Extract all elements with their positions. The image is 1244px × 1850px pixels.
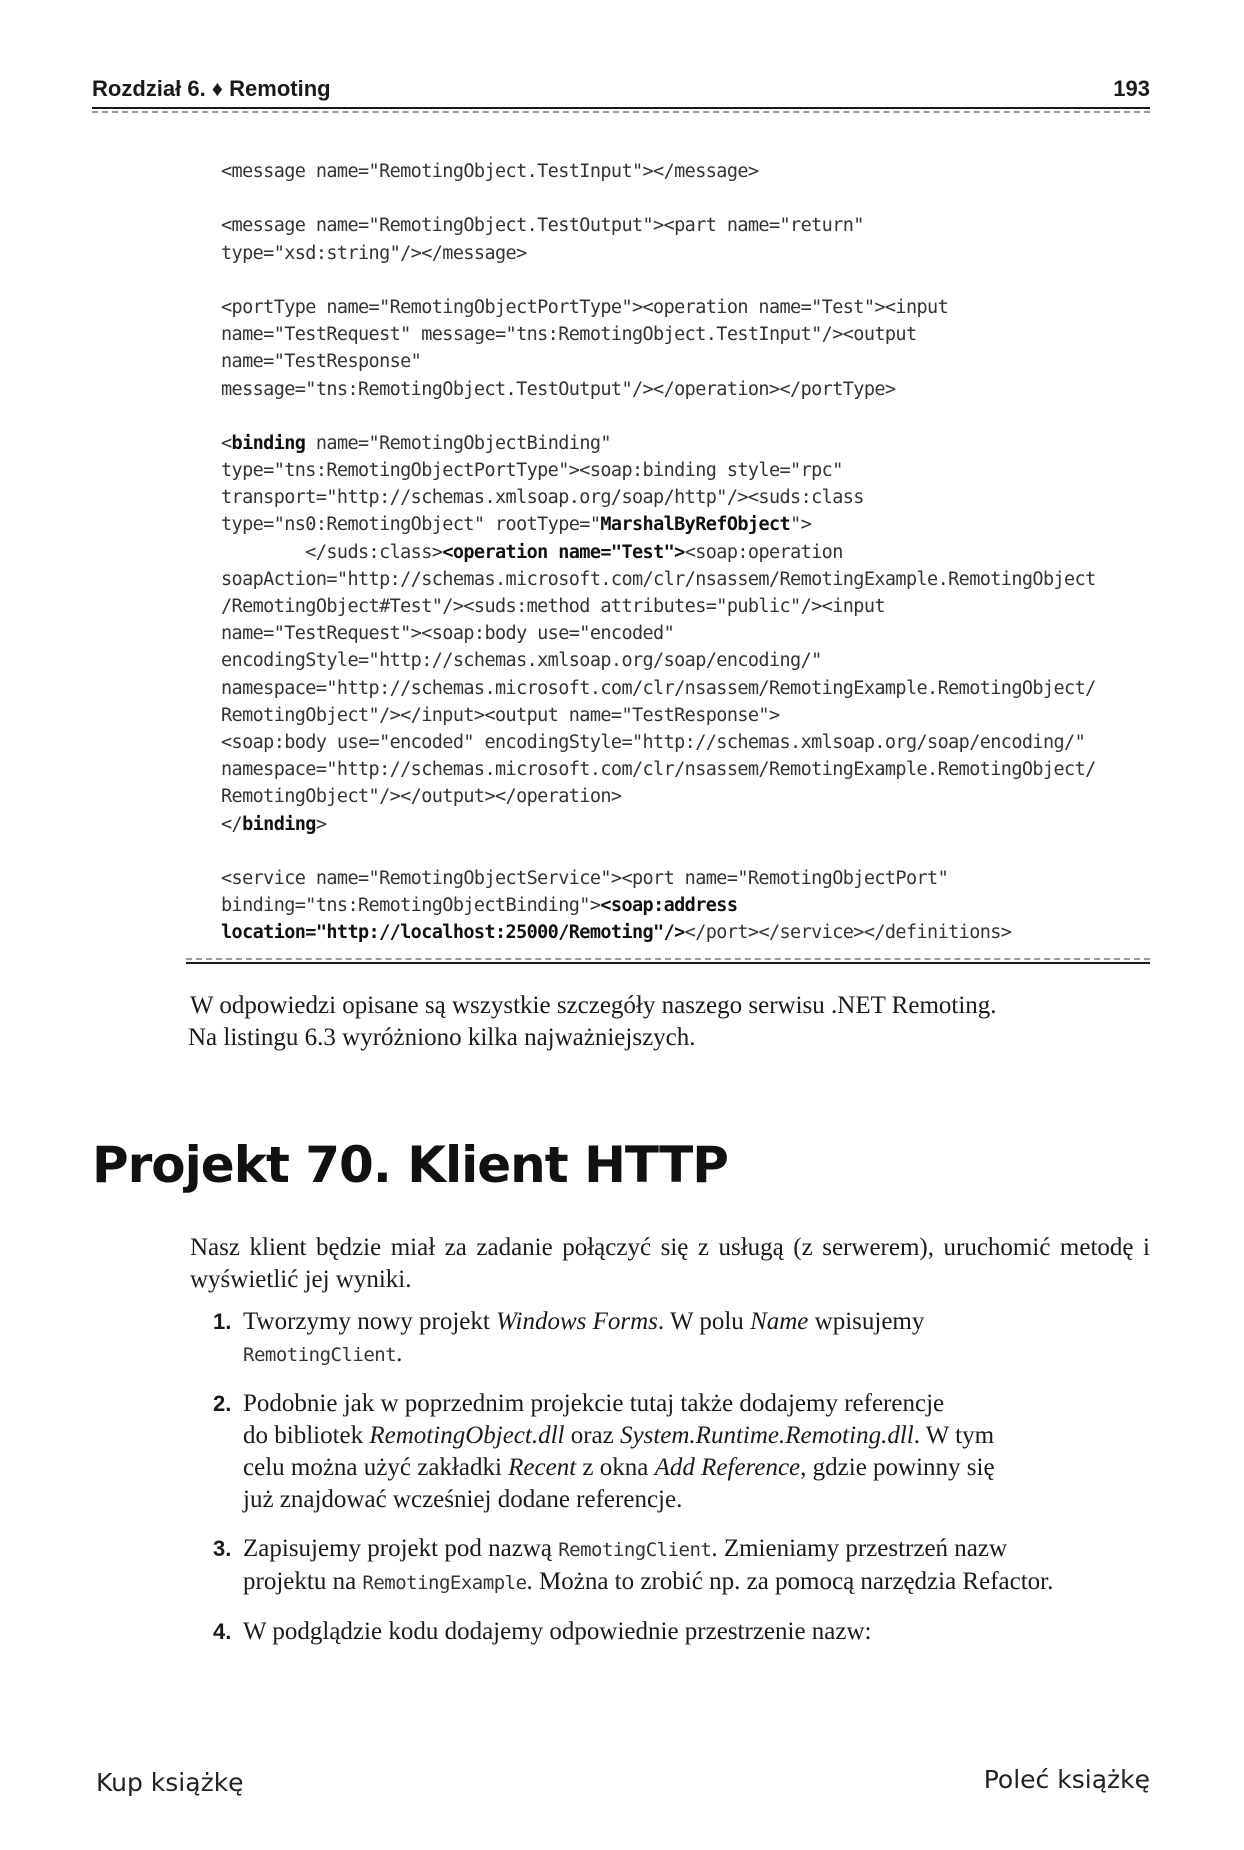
code-segment: <message name="RemotingObject.TestInput"></message> <box>221 161 759 182</box>
step-number: 1. <box>213 1309 232 1334</box>
code-identifier: RemotingClient <box>558 1539 712 1561</box>
step-text: . W tym <box>913 1422 995 1449</box>
code-blank-line <box>221 267 1161 294</box>
code-segment: message="tns:RemotingObject.TestOutput"/></operation></portType> <box>221 378 896 400</box>
code-segment: type="ns0:RemotingObject" rootType=" <box>221 514 601 536</box>
code-line <box>221 756 1161 783</box>
step-line <box>243 1422 994 1449</box>
code-line <box>221 783 1161 810</box>
step-number: 4. <box>213 1619 232 1644</box>
code-segment: name="TestRequest" message="tns:RemotingObject.TestInput"/><output <box>221 324 917 346</box>
code-blank-line <box>221 838 1161 865</box>
step-line <box>243 1535 1007 1562</box>
code-segment: <service name="RemotingObjectService"><port name="RemotingObjectPort" <box>221 867 949 889</box>
code-segment: <portType name="RemotingObjectPortType"><operation name="Test"><input <box>221 296 949 318</box>
code-bold-segment: <soap:address <box>600 895 738 917</box>
code-bold-segment: MarshalByRefObject <box>600 514 791 536</box>
code-line <box>221 539 1161 566</box>
list-item <box>213 1616 1153 1648</box>
code-identifier: RemotingExample <box>362 1572 527 1594</box>
code-line <box>221 321 1161 348</box>
code-segment: <message name="RemotingObject.TestOutput"><part name="return" <box>221 215 864 237</box>
step-text: . Można to zrobić np. za pomocą narzędzia Refactor. <box>526 1568 1054 1595</box>
code-line <box>221 240 1161 267</box>
step-text: . Zmieniamy przestrzeń nazw <box>711 1535 1008 1562</box>
paragraph-1-line-1: W odpowiedzi opisane są wszystkie szczegóły naszego serwisu .NET Remoting. <box>190 992 997 1019</box>
code-segment: type="xsd:string"/></message> <box>221 242 527 264</box>
code-line <box>221 811 1161 838</box>
listing-end-dashed-rule <box>186 958 1150 960</box>
step-line <box>243 1568 1053 1595</box>
step-text: do bibliotek <box>243 1422 370 1449</box>
italic-term: Name <box>750 1308 809 1335</box>
page-number: 193 <box>1113 76 1150 101</box>
code-segment: RemotingObject"/></input><output name="TestResponse"> <box>221 704 780 726</box>
code-identifier: RemotingClient <box>243 1344 397 1366</box>
paragraph-1-line-2: Na listingu 6.3 wyróżniono kilka najważniejszych. <box>188 1024 696 1051</box>
list-item <box>213 1388 1153 1516</box>
code-line <box>221 376 1161 403</box>
code-bold-segment: location="http://localhost:25000/Remoting"/> <box>221 922 685 944</box>
code-segment: > <box>315 813 327 835</box>
recommend-book-link[interactable]: Poleć książkę <box>983 1765 1150 1794</box>
step-line <box>243 1454 995 1481</box>
code-line <box>221 919 1161 946</box>
code-segment: RemotingObject"/></output></operation> <box>221 786 622 808</box>
step-text: Podobnie jak w poprzednim projekcie tutaj także dodajemy referencje <box>243 1390 945 1417</box>
step-text: z okna <box>576 1454 655 1481</box>
step-text: Zapisujemy projekt pod nazwą <box>243 1535 559 1562</box>
code-bold-segment: binding <box>231 432 306 454</box>
step-text: już znajdować wcześniej dodane referencje. <box>243 1486 683 1513</box>
code-line <box>221 865 1161 892</box>
step-line <box>243 1486 682 1513</box>
step-text: Tworzymy nowy projekt <box>243 1308 497 1335</box>
code-line <box>221 348 1161 375</box>
body-paragraph-1 <box>190 990 1150 1054</box>
code-segment: <soap:body use="encoded" encodingStyle="http://schemas.xmlsoap.org/soap/encoding/" <box>221 731 1086 753</box>
listing-end-rule <box>186 962 1150 964</box>
code-line <box>221 620 1161 647</box>
step-line <box>243 1340 402 1367</box>
code-segment: /RemotingObject#Test"/><suds:method attributes="public"/><input <box>221 596 885 617</box>
code-bold-segment: <operation name="Test"> <box>442 541 685 563</box>
code-segment: "> <box>790 514 812 536</box>
code-line <box>221 484 1161 511</box>
step-text: projektu na <box>243 1568 363 1595</box>
step-text: celu można użyć zakładki <box>243 1454 509 1481</box>
italic-term: Recent <box>508 1454 577 1481</box>
code-line <box>221 212 1161 239</box>
code-segment: <soap:operation <box>684 541 843 563</box>
code-segment: namespace="http://schemas.microsoft.com/clr/nsassem/RemotingExample.RemotingObject/ <box>221 759 1096 781</box>
code-line <box>221 566 1161 593</box>
numbered-steps-list <box>213 1306 1153 1665</box>
code-bold-segment: binding <box>242 813 316 835</box>
code-segment: type="tns:RemotingObjectPortType"><soap:binding style="rpc" <box>221 460 843 482</box>
code-line <box>221 675 1161 702</box>
step-text: . <box>396 1340 403 1367</box>
code-line <box>221 511 1161 538</box>
step-text: wpisujemy <box>808 1308 925 1335</box>
code-segment: </suds:class> <box>221 541 443 563</box>
code-segment: </port></service></definitions> <box>684 922 1012 944</box>
code-segment: < <box>221 432 232 454</box>
code-segment: </ <box>221 813 243 835</box>
code-listing <box>221 158 1161 946</box>
code-segment: transport="http://schemas.xmlsoap.org/soap/http"/><suds:class <box>221 487 864 509</box>
code-line <box>221 593 1161 620</box>
italic-term: System.Runtime.Remoting.dll <box>620 1422 914 1449</box>
code-line <box>221 158 1161 185</box>
code-line <box>221 729 1161 756</box>
running-header <box>92 74 1150 110</box>
step-text: . W polu <box>657 1308 751 1335</box>
header-dashed-rule <box>92 111 1150 113</box>
step-line <box>243 1308 924 1335</box>
code-segment: binding="tns:RemotingObjectBinding"> <box>221 895 601 917</box>
step-line <box>243 1618 872 1645</box>
list-item <box>213 1306 1153 1371</box>
step-text: W podglądzie kodu dodajemy odpowiednie przestrzenie nazw: <box>243 1618 872 1645</box>
italic-term: RemotingObject.dll <box>369 1422 565 1449</box>
code-segment: namespace="http://schemas.microsoft.com/clr/nsassem/RemotingExample.RemotingObject/ <box>221 677 1096 699</box>
code-line <box>221 702 1161 729</box>
code-segment: name="RemotingObjectBinding" <box>305 432 611 454</box>
step-number: 2. <box>213 1391 232 1416</box>
header-rule <box>92 107 1150 109</box>
code-line <box>221 294 1161 321</box>
list-item <box>213 1533 1153 1599</box>
code-segment: soapAction="http://schemas.microsoft.com/clr/nsassem/RemotingExample.RemotingObject <box>221 568 1096 590</box>
section-heading: Projekt 70. Klient HTTP <box>92 1136 728 1194</box>
code-line <box>221 892 1161 919</box>
code-line <box>221 457 1161 484</box>
italic-term: Add Reference <box>654 1454 801 1481</box>
code-blank-line <box>221 185 1161 212</box>
italic-term: Windows Forms <box>496 1308 658 1335</box>
code-segment: name="TestResponse" <box>221 351 422 373</box>
body-paragraph-2: Nasz klient będzie miał za zadanie połączyć się z usługą (z serwerem), uruchomić metodę i wyświetlić jej wyniki. <box>190 1234 1150 1293</box>
code-segment: name="TestRequest"><soap:body use="encoded" <box>221 623 675 645</box>
code-line <box>221 647 1161 674</box>
code-blank-line <box>221 403 1161 430</box>
step-number: 3. <box>213 1536 232 1561</box>
chapter-title: Rozdział 6. ♦ Remoting <box>92 76 331 101</box>
step-line <box>243 1390 944 1417</box>
code-line <box>221 430 1161 457</box>
buy-book-link[interactable]: Kup książkę <box>96 1768 244 1797</box>
step-text: , gdzie powinny się <box>800 1454 995 1481</box>
code-segment: encodingStyle="http://schemas.xmlsoap.org/soap/encoding/" <box>221 650 822 672</box>
step-text: oraz <box>564 1422 621 1449</box>
